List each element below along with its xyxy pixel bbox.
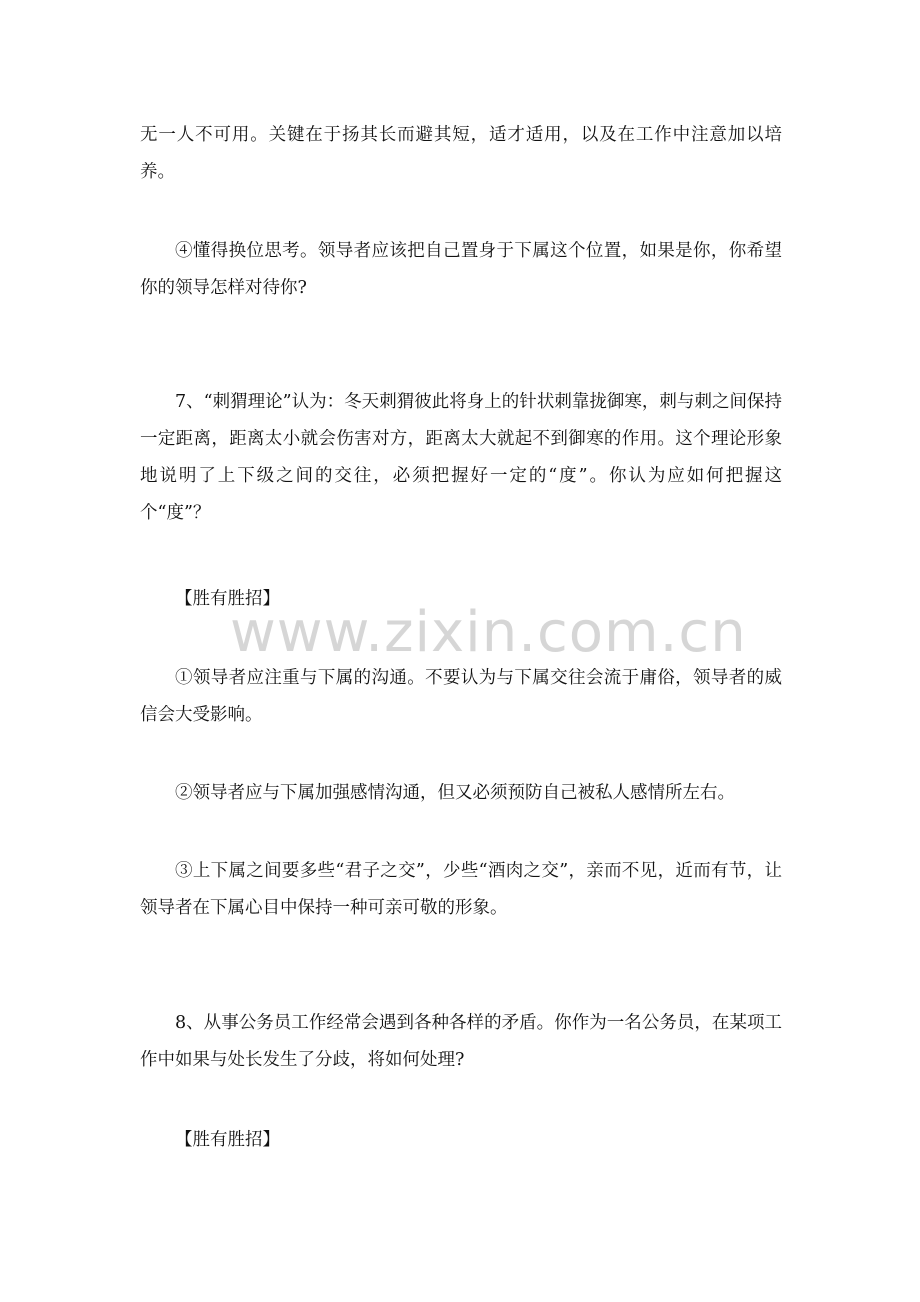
section-heading-1: 【胜有胜招】 xyxy=(175,589,280,609)
answer-point-2: ②领导者应与下属加强感情沟通，但又必须预防自己被私人感情所左右。 xyxy=(175,783,735,803)
section-heading-2: 【胜有胜招】 xyxy=(175,1130,280,1150)
answer-point-1: ①领导者应注重与下属的沟通。不要认为与下属交往会流于庸俗，领导者的威信会大受影响。 xyxy=(140,668,782,725)
question-8: 8、从事公务员工作经常会遇到各种各样的矛盾。你作为一名公务员，在某项工作中如果与处长发生了分歧，将如何处理? xyxy=(140,1013,782,1070)
paragraph-continuation: 无一人不可用。关键在于扬其长而避其短，适才适用，以及在工作中注意加以培养。 xyxy=(140,125,782,182)
question-7: 7、“刺猬理论”认为：冬天刺猬彼此将身上的针状刺靠拢御寒，刺与刺之间保持一定距离，距离太小就会伤害对方，距离太大就起不到御寒的作用。这个理论形象地说明了上下级之间的交往，必须把握好一定的“度”。你认为应如何把握这个“度”？ xyxy=(140,392,782,523)
answer-point-3: ③上下属之间要多些“君子之交”，少些“酒肉之交”，亲而不见，近而有节，让领导者在下属心目中保持一种可亲可敬的形象。 xyxy=(140,861,782,918)
watermark: www.zixin.com.cn xyxy=(230,600,747,665)
paragraph-point-4: ④懂得换位思考。领导者应该把自己置身于下属这个位置，如果是你，你希望你的领导怎样对待你? xyxy=(140,241,782,298)
